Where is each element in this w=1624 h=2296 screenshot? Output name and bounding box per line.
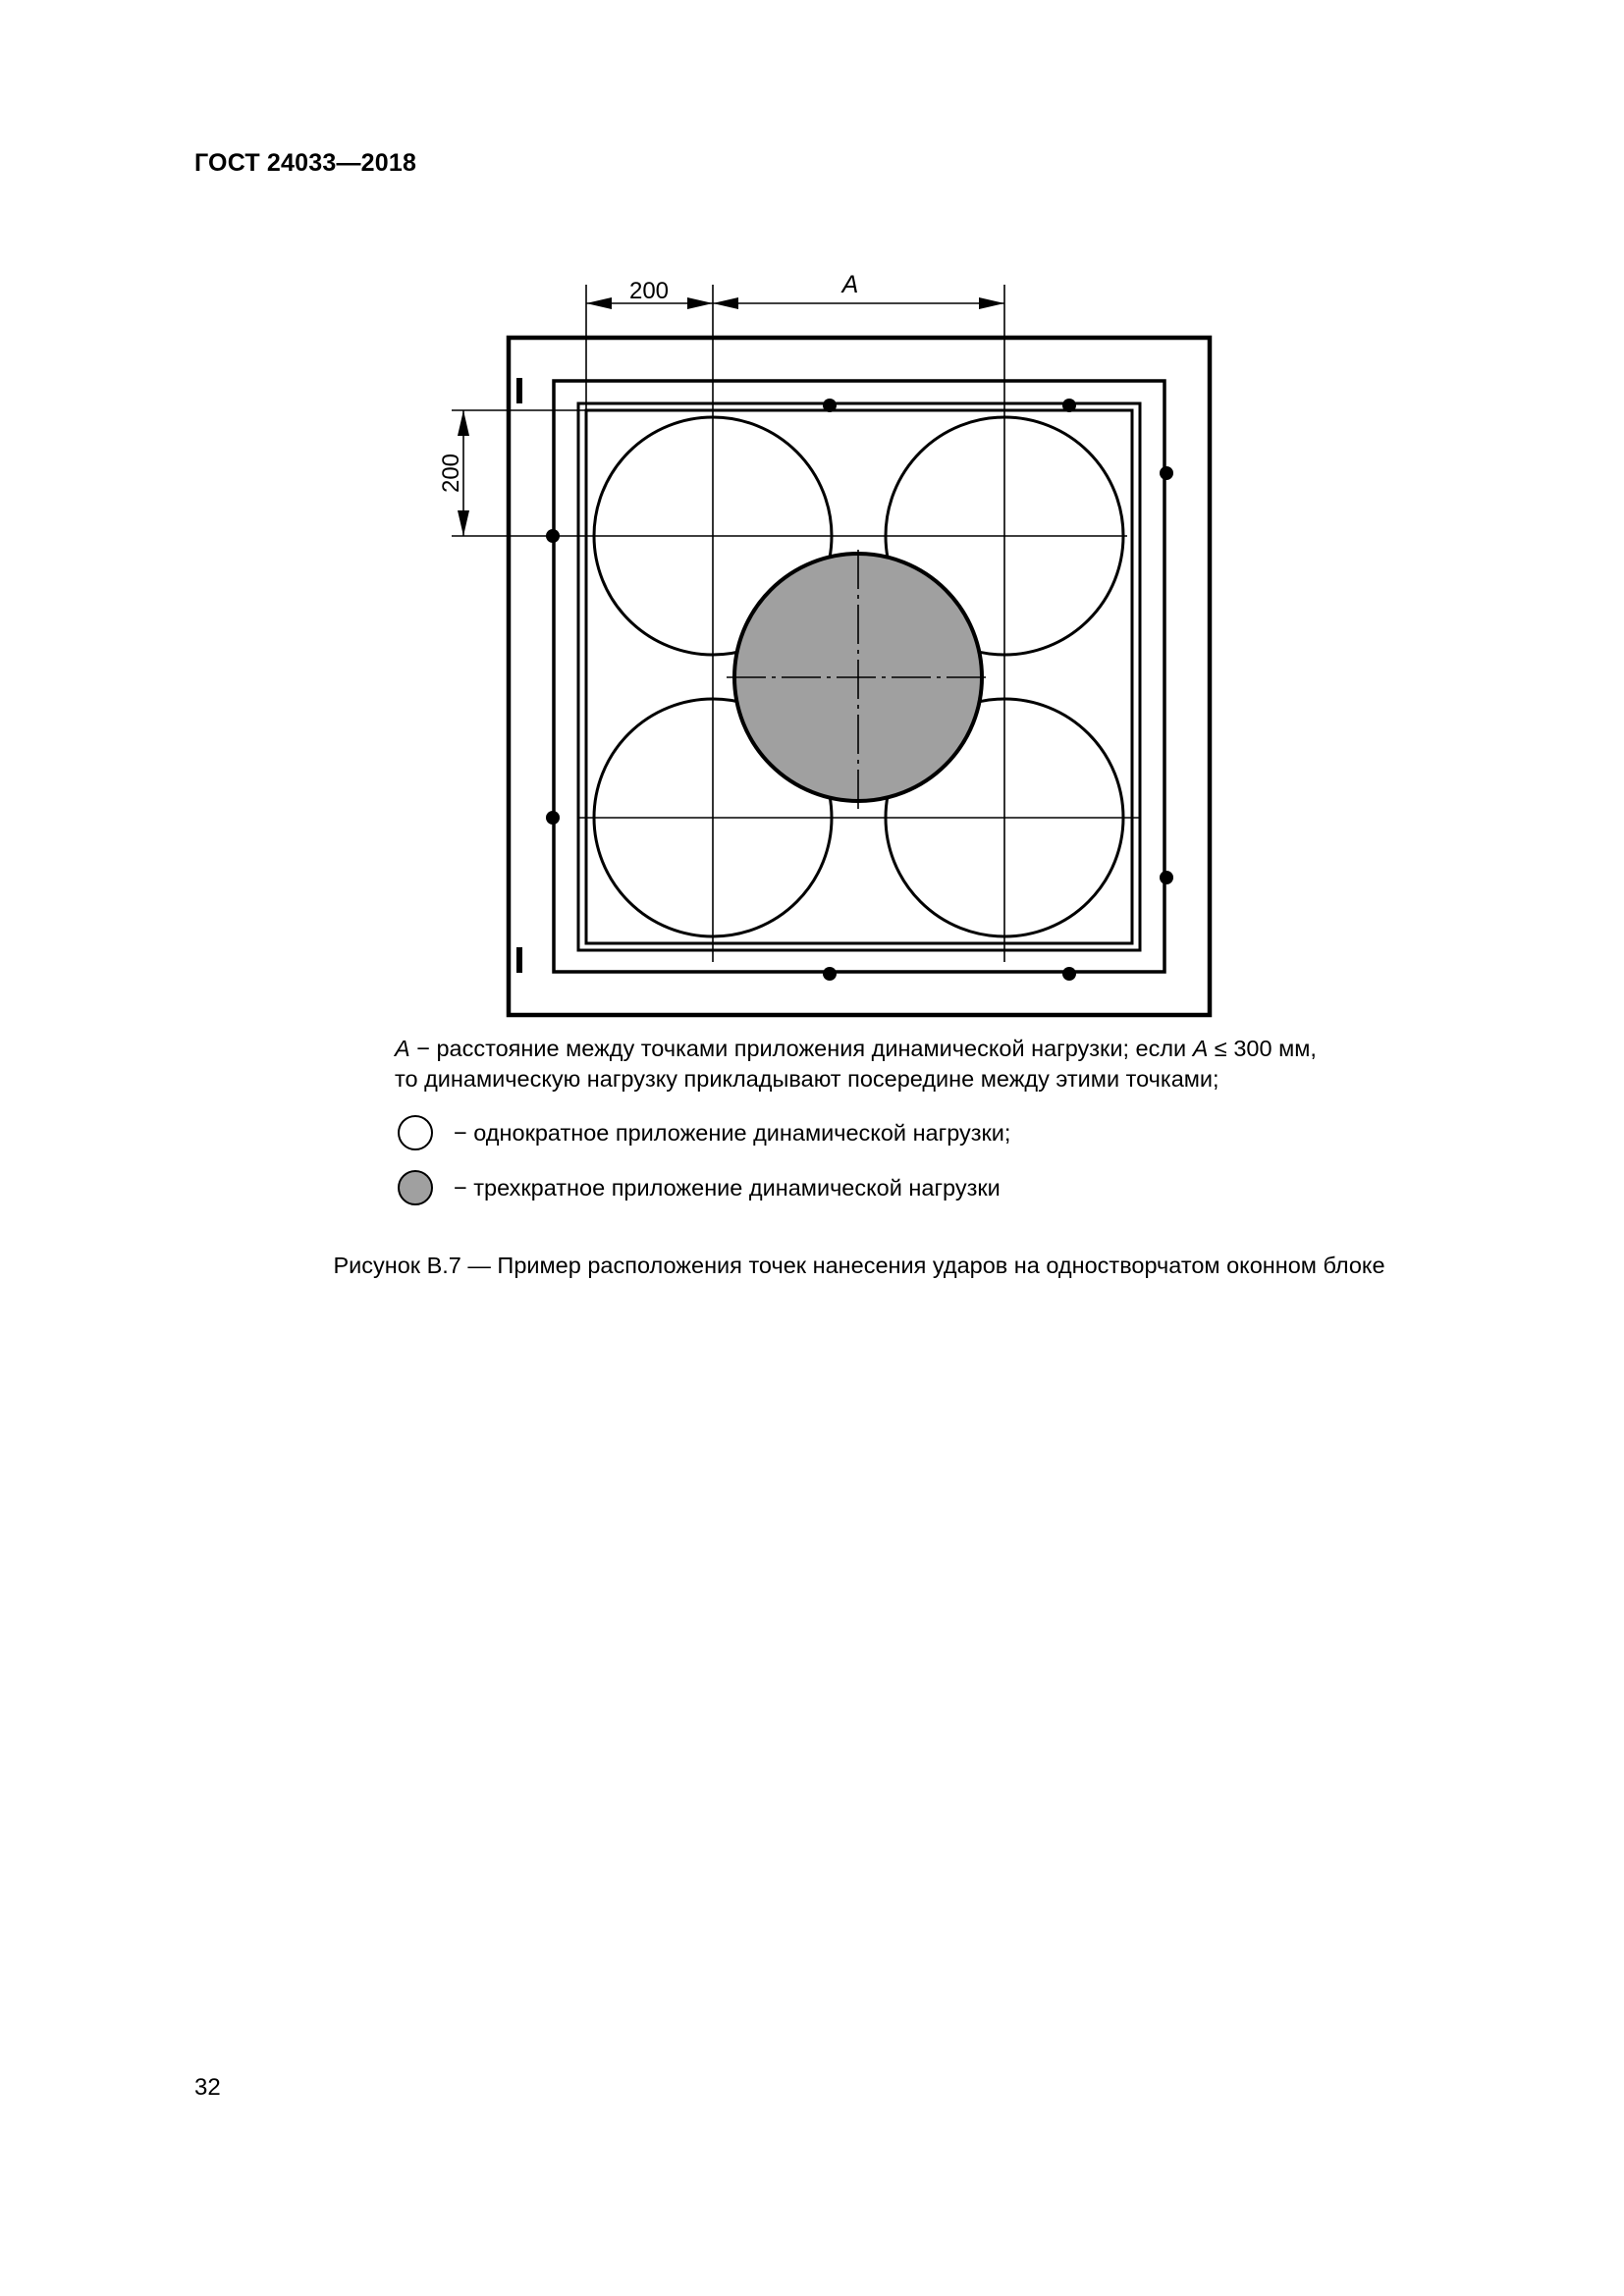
legend-single-row (398, 1113, 1010, 1152)
dimension-label-a: A (841, 271, 859, 298)
page-number: 32 (194, 2074, 221, 2101)
legend-a-symbol-2: A (1192, 1036, 1209, 1061)
figure-caption: Рисунок В.7 — Пример расположения точек нанесения ударов на одностворчатом оконном блоке (333, 1253, 1385, 1278)
legend-a-text-2: ≤ 300 мм, (1208, 1036, 1317, 1061)
empty-circle-icon (398, 1115, 433, 1150)
legend-a-note (395, 1034, 1416, 1095)
hinge-top (516, 378, 522, 403)
hinge-bottom (516, 947, 522, 973)
legend-a-text-1: − расстояние между точками приложения динамической нагрузки; если (409, 1036, 1193, 1061)
legend-a-symbol: A (395, 1036, 410, 1061)
legend-triple-text: − трехкратное приложение динамической нагрузки (454, 1175, 1001, 1201)
dimension-label-vertical: 200 (438, 453, 464, 494)
legend-a-text-3: то динамическую нагрузку прикладывают посередине между этими точками; (395, 1066, 1219, 1092)
legend-single-text: − однократное приложение динамической нагрузки; (454, 1120, 1011, 1146)
document-header: ГОСТ 24033—2018 (194, 149, 417, 177)
filled-circle-icon (398, 1170, 433, 1205)
impact-points-figure (0, 0, 1624, 1041)
dimension-label-horizontal: 200 (628, 278, 670, 304)
legend-triple-row (398, 1168, 1001, 1207)
